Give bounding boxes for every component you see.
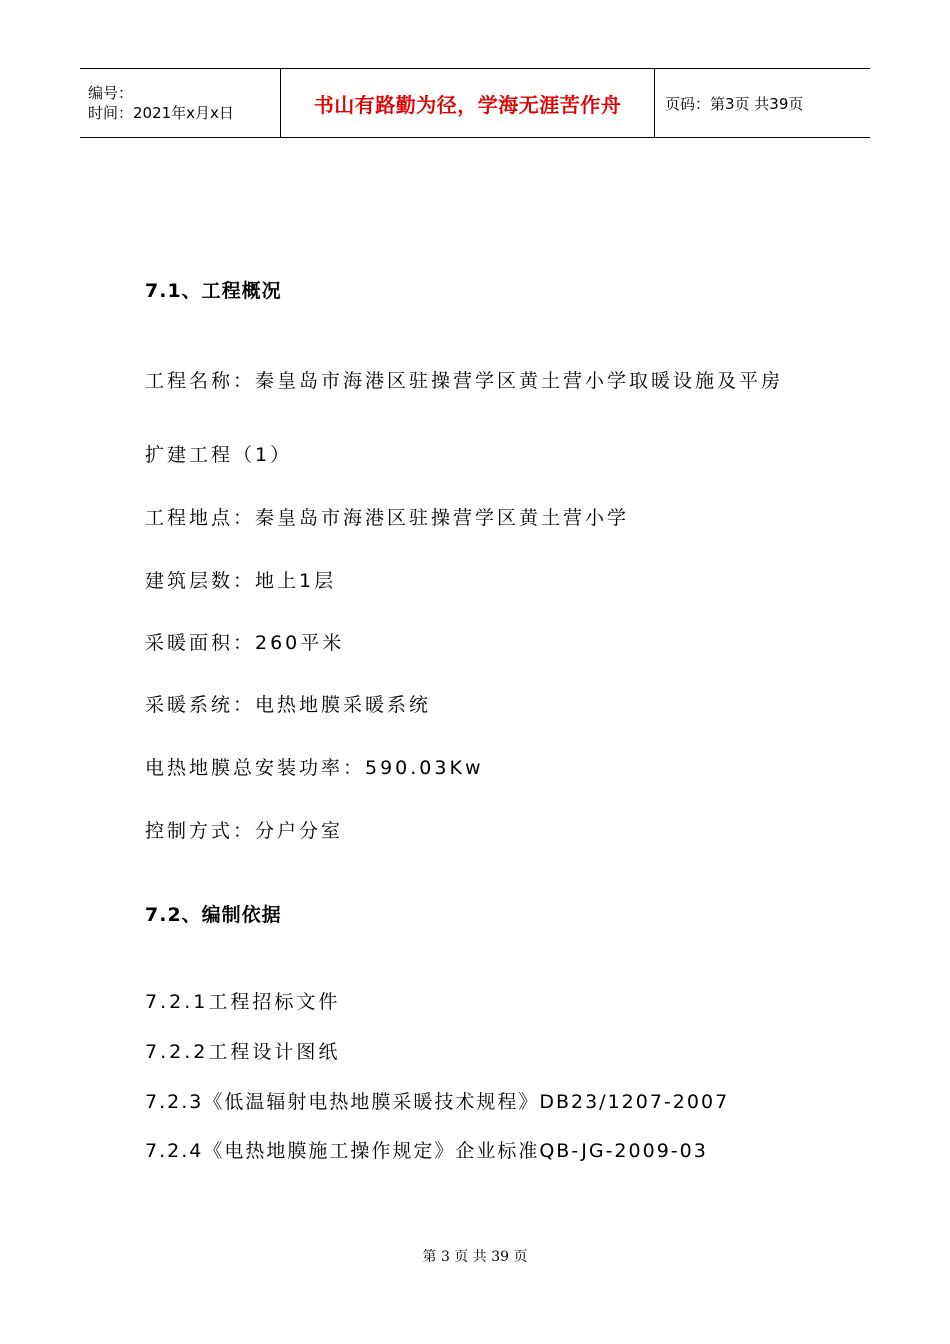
project-location-line: 工程地点：秦皇岛市海港区驻操营学区黄土营小学 (145, 507, 630, 529)
basis-item: 7.2.2工程设计图纸 (145, 1041, 341, 1063)
page-footer-number: 第 3 页 共 39 页 (422, 1249, 528, 1265)
header-motto: 书山有路勤为径，学海无涯苦作舟 (313, 92, 622, 117)
project-name-line: 工程名称：秦皇岛市海港区驻操营学区黄土营小学取暖设施及平房 (145, 370, 784, 392)
section-title-overview: 7.1、工程概况 (145, 280, 282, 302)
basis-item: 7.2.3《低温辐射电热地膜采暖技术规程》DB23/1207-2007 (145, 1091, 730, 1113)
section-title-basis: 7.2、编制依据 (145, 904, 282, 926)
basis-item: 7.2.4《电热地膜施工操作规定》企业标准QB-JG-2009-03 (145, 1140, 708, 1162)
header-motto-cell (280, 69, 655, 137)
header-page-cell (655, 69, 870, 137)
control-method-line: 控制方式：分户分室 (145, 820, 344, 842)
document-time-label: 时间：2021年x月x日 (88, 104, 234, 122)
header-meta (80, 69, 280, 137)
heating-system-line: 采暖系统：电热地膜采暖系统 (145, 694, 432, 716)
page-header (80, 68, 870, 138)
basis-item: 7.2.1工程招标文件 (145, 991, 341, 1013)
document-number-label: 编号： (88, 84, 134, 102)
header-page-number: 页码：第3页 共39页 (665, 94, 804, 113)
installed-power-line: 电热地膜总安装功率：590.03Kw (145, 757, 484, 779)
heating-area-line: 采暖面积：260平米 (145, 632, 345, 654)
building-floors-line: 建筑层数：地上1层 (145, 570, 337, 592)
project-name-continued: 扩建工程（1） (145, 444, 293, 466)
